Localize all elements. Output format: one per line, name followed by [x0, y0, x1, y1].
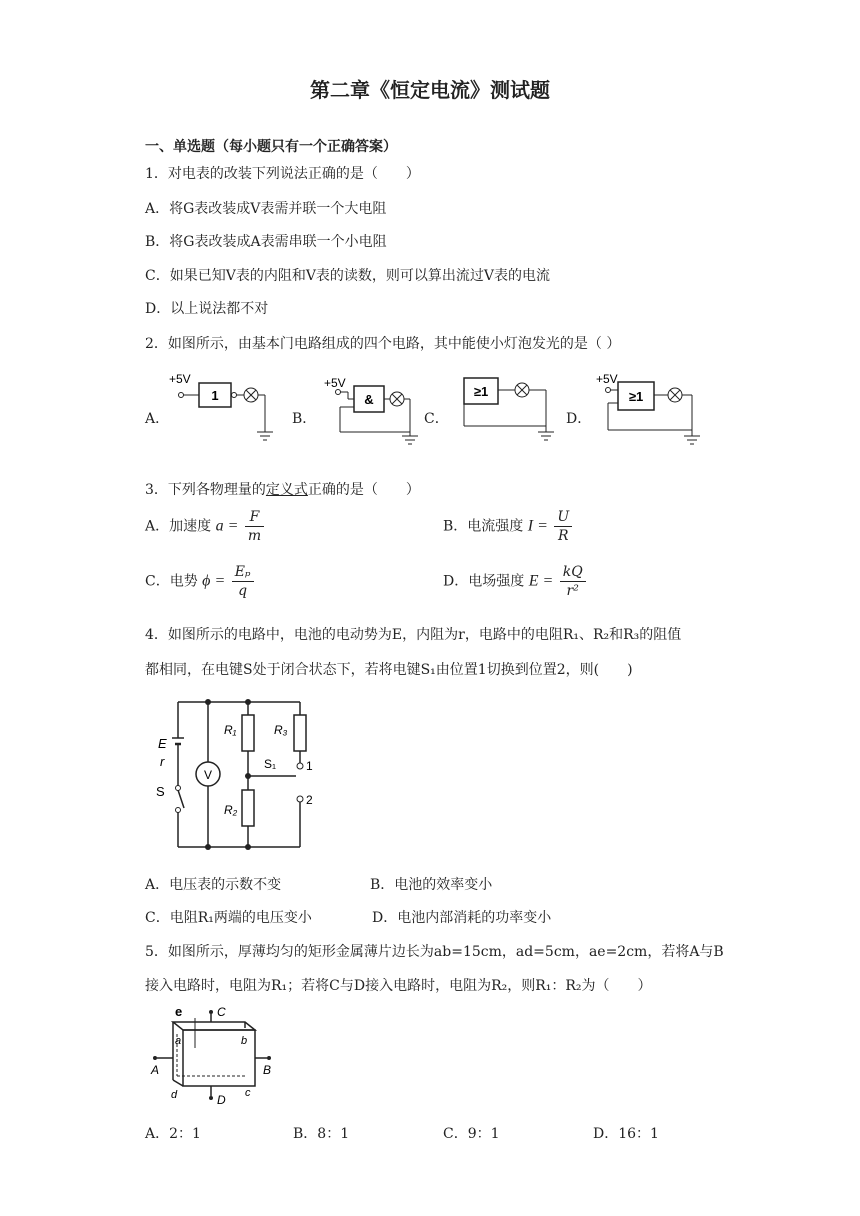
svg-text:B: B [263, 1063, 272, 1077]
svg-text:d: d [171, 1089, 178, 1101]
svg-text:r: r [160, 754, 165, 769]
q2-label-c: C． [424, 411, 449, 427]
svg-text:S₁: S₁ [264, 757, 277, 771]
svg-text:V: V [203, 768, 213, 782]
q1-option-a: A．将G表改装成V表需并联一个大电阻 [145, 201, 387, 217]
q2-circuit-d [592, 368, 712, 454]
q1-option-d: D．以上说法都不对 [145, 301, 269, 317]
svg-text:b: b [241, 1035, 248, 1047]
q5-option-a: A．2：1 [145, 1126, 201, 1142]
svg-text:+5V: +5V [596, 372, 618, 386]
q3-option-b: B．电流强度 I = $\frac{U}{R}$ [443, 508, 574, 545]
svg-text:R₂: R₂ [224, 803, 238, 817]
q5-line2: 接入电路时，电阻为R₁；若将C与D接入电路时，电阻为R₂，则R₁：R₂为（ ） [145, 978, 652, 994]
q2-label-a: A． [145, 411, 170, 427]
q5-option-c: C．9：1 [443, 1126, 500, 1142]
q2-label-b: B． [292, 411, 317, 427]
svg-text:R₁: R₁ [224, 723, 237, 737]
q3-option-c: C．电势 ϕ = $\frac{\text{Eₚ}}{q}$ [145, 563, 256, 600]
svg-text:1: 1 [211, 388, 219, 403]
page-title: 第二章《恒定电流》测试题 [310, 78, 550, 102]
svg-text:R₃: R₃ [274, 723, 288, 737]
q5-option-b: B．8：1 [293, 1126, 350, 1142]
q2-circuit-b [318, 372, 428, 452]
svg-text:C: C [217, 1005, 226, 1019]
svg-text:S: S [156, 784, 165, 799]
svg-text:E: E [158, 736, 167, 751]
q3-option-a: A．加速度 a = $\frac{F}{m}$ [145, 508, 266, 545]
svg-text:&: & [364, 392, 374, 407]
q4-option-c: C．电阻R₁两端的电压变小 [145, 910, 312, 926]
q5-option-d: D．16：1 [593, 1126, 659, 1142]
svg-text:D: D [217, 1093, 226, 1107]
svg-text:1: 1 [306, 759, 313, 773]
svg-text:≥1: ≥1 [628, 389, 644, 404]
voltage-label: +5V [169, 372, 191, 386]
q4-line1: 4．如图所示的电路中，电池的电动势为E，内阻为r，电路中的电阻R₁、R₂和R₃的阻值 [145, 627, 682, 643]
q4-option-d: D．电池内部消耗的功率变小 [372, 910, 552, 926]
q1-stem: 1．对电表的改装下列说法正确的是（ ） [145, 166, 420, 182]
q4-line2: 都相同，在电键S处于闭合状态下，若将电键S₁由位置1切换到位置2，则( ) [145, 662, 633, 678]
q5-line1: 5．如图所示，厚薄均匀的矩形金属薄片边长为ab=15cm，ad=5cm，ae=2cm，若将A与B [145, 944, 724, 960]
q4-option-b: B．电池的效率变小 [370, 877, 493, 893]
q3-option-d: D．电场强度 E = $\frac{kQ}{\text{r²}}$ [443, 563, 588, 600]
svg-text:a: a [175, 1035, 182, 1047]
q2-stem: 2．如图所示，由基本门电路组成的四个电路，其中能使小灯泡发光的是（ ） [145, 336, 621, 352]
q4-option-a: A．电压表的示数不变 [145, 877, 282, 893]
q2-circuit-c [450, 368, 560, 446]
svg-text:e: e [175, 1004, 183, 1019]
q1-option-b: B．将G表改装成A表需串联一个小电阻 [145, 234, 387, 250]
q2-circuit-a [165, 368, 280, 446]
q4-circuit [150, 690, 330, 855]
svg-text:≥1: ≥1 [473, 384, 489, 399]
svg-text:+5V: +5V [324, 376, 346, 390]
svg-text:2: 2 [306, 793, 313, 807]
svg-text:c: c [245, 1087, 251, 1099]
section-heading: 一、单选题（每小题只有一个正确答案） [145, 139, 397, 155]
svg-text:A: A [151, 1063, 160, 1077]
q3-stem: 3．下列各物理量的定义式正确的是（ ） [145, 482, 420, 498]
q1-option-c: C．如果已知V表的内阻和V表的读数，则可以算出流过V表的电流 [145, 268, 551, 284]
q5-plate-figure [145, 1002, 285, 1107]
q2-label-d: D． [566, 411, 592, 427]
